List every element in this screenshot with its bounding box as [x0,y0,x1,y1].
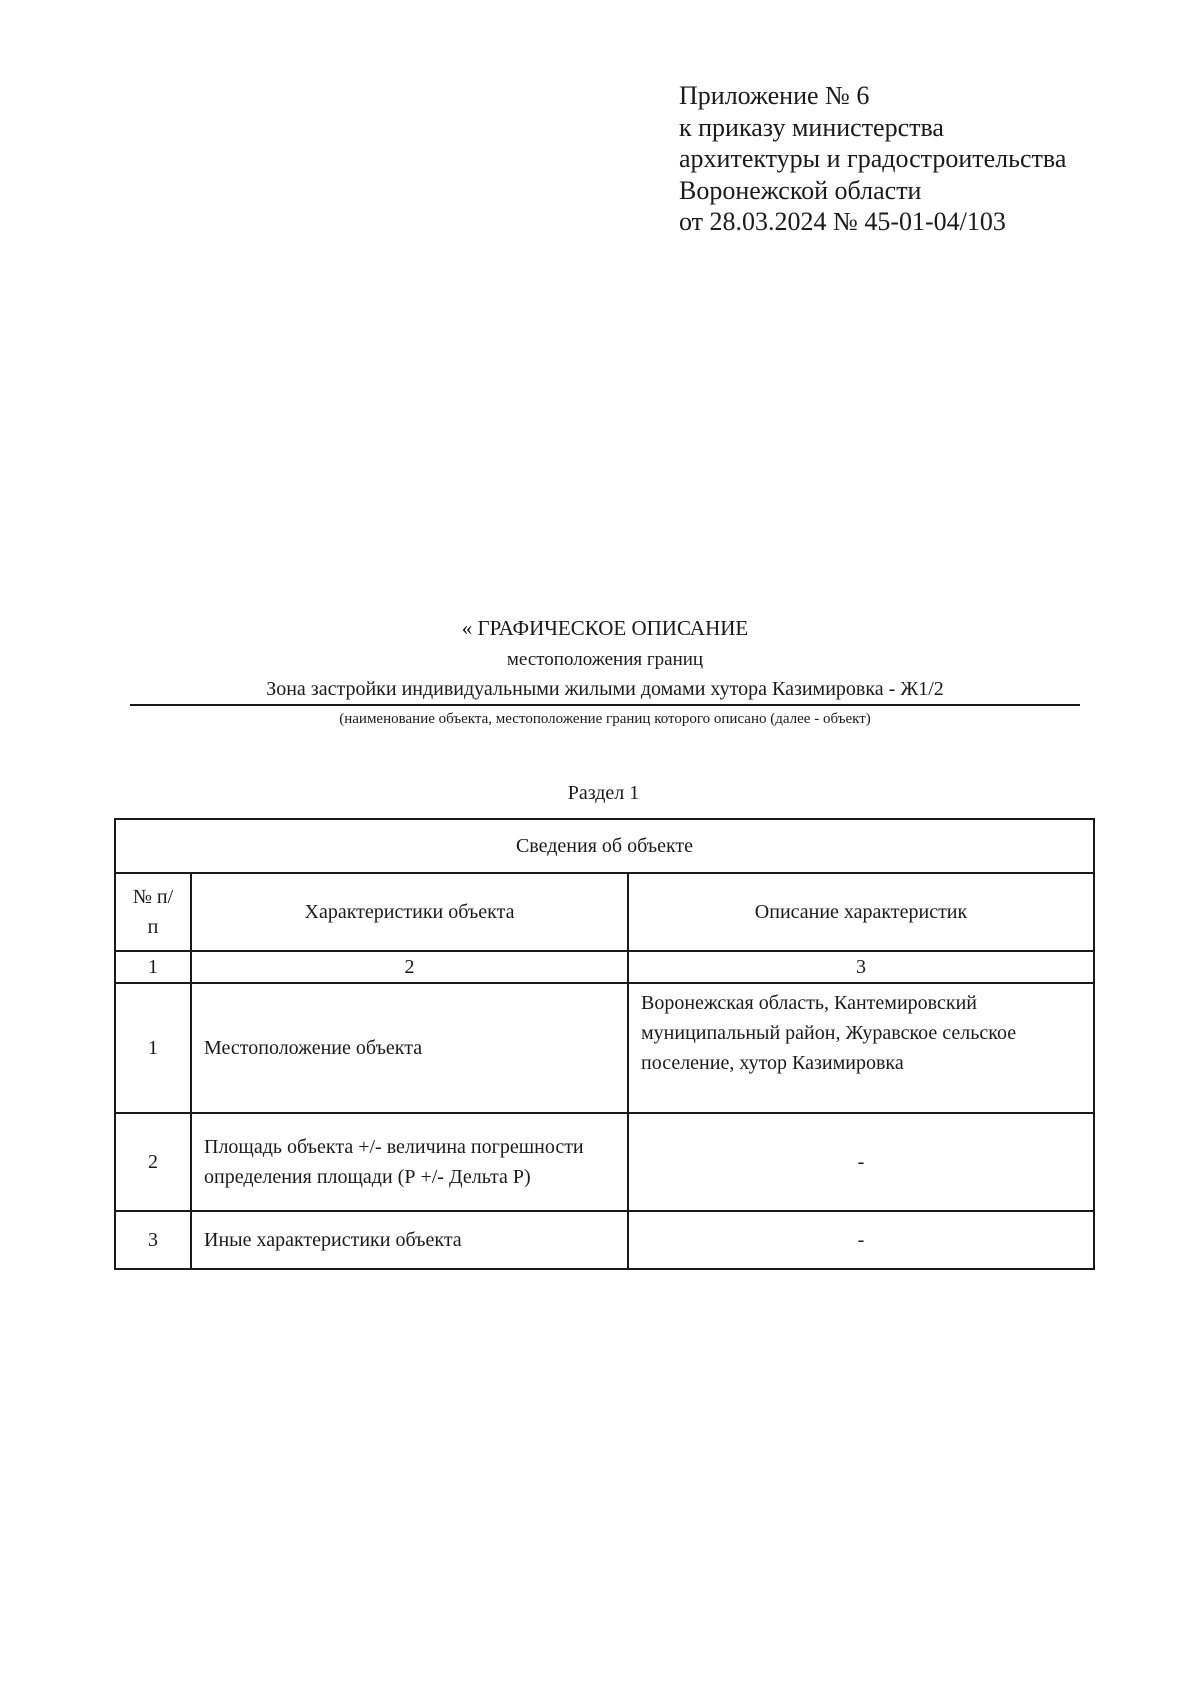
document-subtitle: местоположения границ [506,649,704,670]
row-number: 3 [115,1211,191,1269]
object-name: Зона застройки индивидуальными жилыми домами хутора Казимировка - Ж1/2 [130,674,1080,706]
table-row [115,1113,1094,1211]
appendix-line: архитектуры и градостроительства [679,144,1067,173]
row-characteristic: Площадь объекта +/- величина погрешности определения площади (Р +/- Дельта Р) [191,1113,628,1211]
appendix-line: от 28.03.2024 № 45-01-04/103 [679,207,1006,236]
section-label: Раздел 1 [567,782,640,804]
row-number: 1 [115,983,191,1113]
appendix-line: к приказу министерства [679,112,944,142]
column-index: 2 [191,951,628,983]
table-header-row [115,873,1094,951]
object-info-table [114,818,1095,1270]
appendix-block [679,80,1066,238]
header-num: № п/п [115,873,191,951]
header-characteristics: Характеристики объекта [191,873,628,951]
row-characteristic: Местоположение объекта [191,983,628,1113]
column-index: 1 [115,951,191,983]
title-block [130,612,1080,730]
table-row [115,983,1094,1113]
row-number: 2 [115,1113,191,1211]
column-index: 3 [628,951,1094,983]
appendix-line: Приложение № 6 [679,81,870,110]
row-description: - [628,1211,1094,1269]
document-title: « ГРАФИЧЕСКОЕ ОПИСАНИЕ [461,616,749,640]
row-description: - [628,1113,1094,1211]
table-caption-row [115,819,1094,873]
header-description: Описание характеристик [628,873,1094,951]
object-name-caption: (наименование объекта, местоположение границ которого описано (далее - объект) [339,711,871,727]
row-description: Воронежская область, Кантемировский муниципальный район, Журавское сельское поселение, хутор Казимировка [628,983,1094,1113]
table-row [115,1211,1094,1269]
column-index-row [115,951,1094,983]
table-caption: Сведения об объекте [115,819,1094,873]
row-characteristic: Иные характеристики объекта [191,1211,628,1269]
appendix-line: Воронежской области [679,175,922,205]
